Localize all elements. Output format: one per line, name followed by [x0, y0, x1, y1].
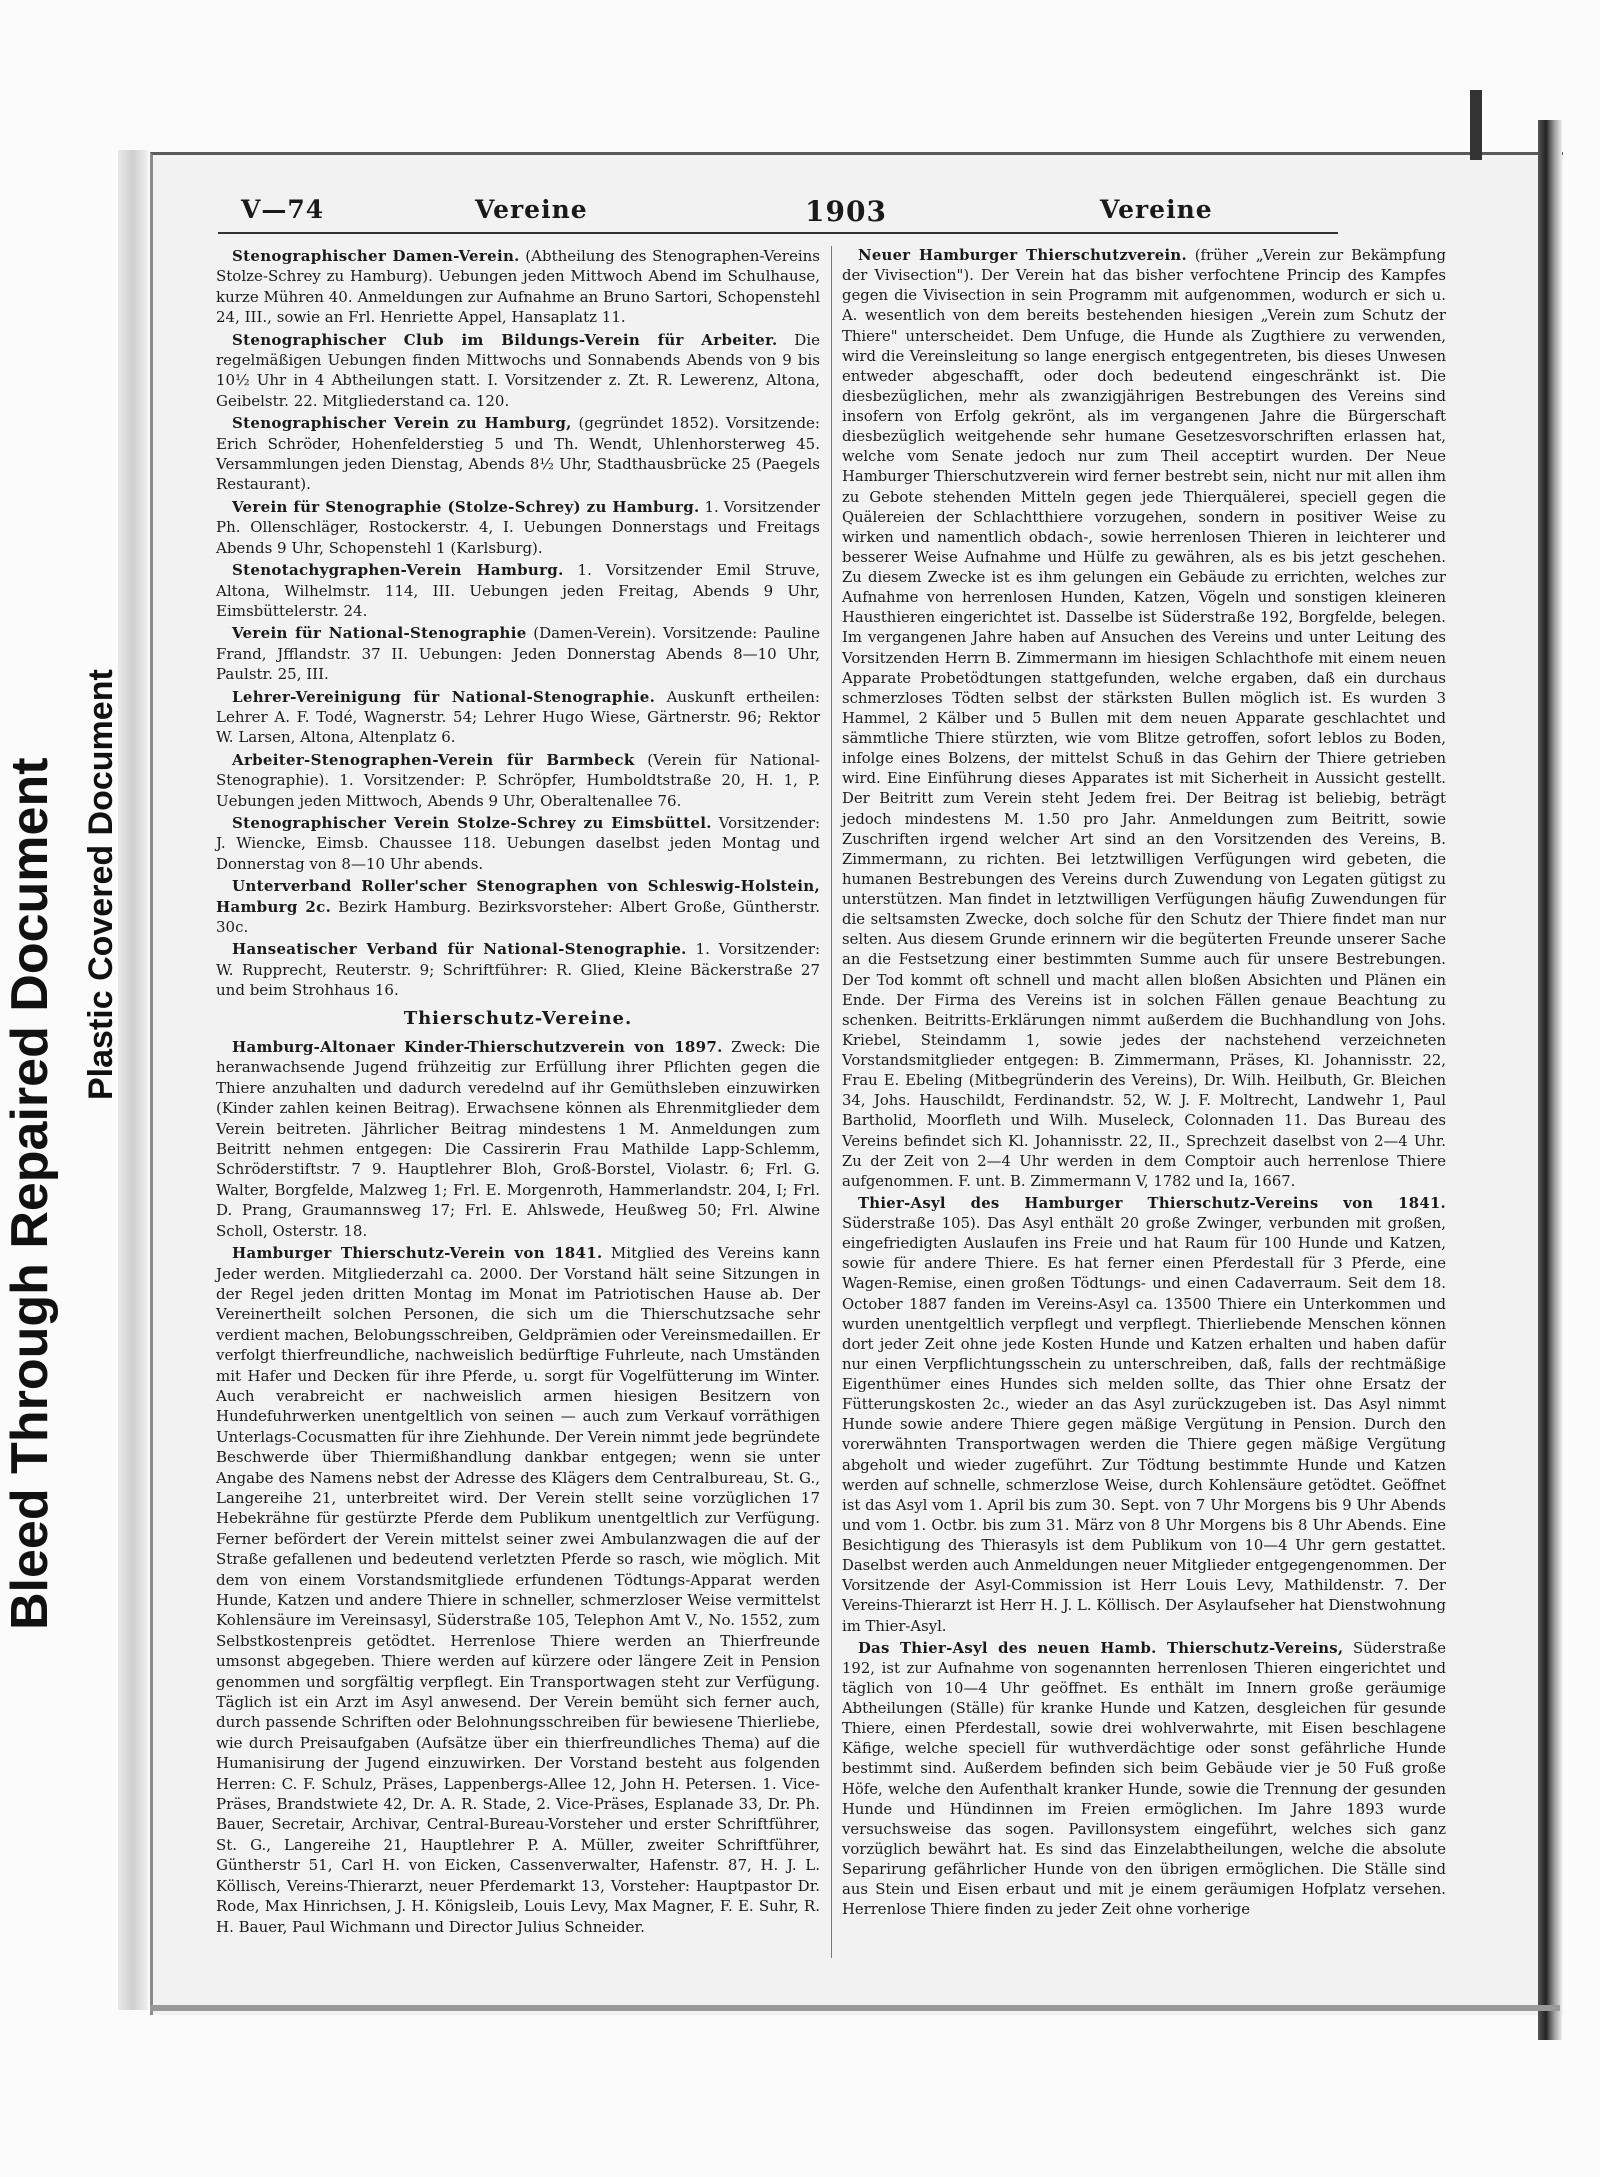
header-year: 1903 [805, 195, 887, 228]
association-details: 1. Vorsitzender Ph. Ollenschläger, Rostockerstr. 4, I. Uebungen Donnerstags und Freitags Abends 9 Uhr, Schopenstehl 1 (Karlsburg). [216, 497, 820, 557]
association-entry [216, 623, 820, 684]
association-details: Süderstraße 105). Das Asyl enthält 20 große Zwinger, verbunden mit großen, eingefriedigten Auslaufen ins Freie und hat Raum für 100 Hunde und Katzen, sowie für andere Thiere. Es hat ferner einen Pferdestall für 3 Pferde, eine Wagen-Remise, einen großen Tödtungs- und einen Cadaverraum. Seit dem 18. October 1887 fanden im Vereins-Asyl ca. 13500 Thiere ein Unterkommen und wurden unentgeltlich verpflegt und verpflegt. Thierliebende Menschen können dort jeder Zeit ohne jede Kosten Hunde und Katzen erhalten und haben dafür nur einen Verpflichtungsschein zu unterschreiben, daß, falls der rechtmäßige Eigenthümer eines Hundes sich melden sollte, das Thier ohne Ersatz der Fütterungskosten 2c., wieder an das Asyl zurückzugeben ist. Das Asyl nimmt Hunde sowie andere Thiere gegen mäßige Vergütung in Pension. Durch den vorerwähnten Transportwagen werden die Thiere gegen mäßige Vergütung abgeholt und wieder zugeführt. Zur Tödtung bestimmte Hunde und Katzen werden auf schnelle, schmerzlose Weise, durch Kohlensäure getödtet. Geöffnet ist das Asyl vom 1. April bis zum 30. Sept. von 7 Uhr Morgens bis 9 Uhr Abends und vom 1. Octbr. bis zum 31. März von 8 Uhr Morgens bis 8 Uhr Abends. Eine Besichtigung des Thierasyls ist dem Publikum von 10—4 Uhr gern gestattet. Daselbst werden auch Anmeldungen neuer Mitglieder entgegengenommen. Der Vorsitzende der Asyl-Commission ist Herr Louis Levy, Mathildenstr. 7. Der Vereins-Thierarzt ist Herr H. J. L. Köllisch. Der Asylaufseher hat Dienstwohnung im Thier-Asyl. [842, 1215, 1446, 1635]
association-entry [216, 687, 820, 748]
association-entry [216, 876, 820, 937]
association-entry [216, 246, 820, 328]
association-name: Stenographischer Club im Bildungs-Verein für Arbeiter. [232, 330, 778, 349]
association-name: Neuer Hamburger Thierschutzverein. [858, 247, 1187, 264]
association-entry [216, 1037, 820, 1241]
association-name: Stenographischer Verein Stolze-Schrey zu Eimsbüttel. [232, 813, 712, 832]
left-column [216, 246, 820, 1939]
association-entry [216, 750, 820, 811]
page-binding-edge [1538, 120, 1562, 2040]
association-entry [216, 413, 820, 495]
page-fold-mark [1470, 90, 1482, 160]
right-column [842, 246, 1446, 1922]
association-name: Stenographischer Verein zu Hamburg, [232, 414, 572, 433]
association-name: Das Thier-Asyl des neuen Hamb. Thierschutz-Vereins, [858, 1639, 1344, 1657]
association-entry [216, 1243, 820, 1937]
page-bottom-edge [150, 2005, 1560, 2011]
association-name: Hamburg-Altonaer Kinder-Thierschutzverein von 1897. [232, 1038, 723, 1057]
right-entries [842, 246, 1446, 1920]
association-name: Stenotachygraphen-Verein Hamburg. [232, 561, 564, 580]
association-entry [842, 1194, 1446, 1637]
association-name: Verein für Stenographie (Stolze-Schrey) zu Hamburg. [232, 497, 700, 516]
association-name: Unterverband Roller'scher Stenographen von Schleswig-Holstein, Hamburg 2c. [216, 877, 820, 916]
association-name: Stenographischer Damen-Verein. [232, 247, 520, 265]
association-details: (Verein für National-Stenographie). 1. Vorsitzender: P. Schröpfer, Humboldtstraße 20, H. 1, P. Uebungen jeden Mittwoch, Abends 9 Uhr, Oberaltenallee 76. [216, 750, 820, 810]
header-title-right: Vereine [1100, 195, 1213, 224]
association-name: Arbeiter-Stenographen-Verein für Barmbeck [232, 750, 635, 769]
association-name: Lehrer-Vereinigung für National-Stenographie. [232, 687, 656, 706]
association-details: Die regelmäßigen Uebungen finden Mittwochs und Sonnabends Abends von 9 bis 10½ Uhr in 4 Abtheilungen statt. I. Vorsitzender z. Zt. R. Lewerenz, Altona, Geibelstr. 22. Mitgliederstand ca. 120. [216, 330, 821, 410]
association-details: (Abtheilung des Stenographen-Vereins Stolze-Schrey zu Hamburg). Uebungen jeden Mittwoch Abend im Schulhause, kurze Mühren 40. Anmeldungen zur Aufnahme an Bruno Sartori, Schopenstehl 24, III., sowie an Frl. Henriette Appel, Hansaplatz 11. [216, 247, 820, 327]
association-entry [216, 939, 820, 1000]
association-name: Thier-Asyl des Hamburger Thierschutz-Vereins von 1841. [858, 1194, 1446, 1212]
association-name: Hanseatischer Verband für National-Stenographie. [232, 940, 687, 959]
left-entries-thierschutz [216, 1037, 820, 1937]
association-name: Verein für National-Stenographie [232, 624, 527, 643]
page-header [225, 195, 1345, 235]
side-label-plastic-covered: Plastic Covered Document [82, 669, 120, 1100]
association-details: (gegründet 1852). Vorsitzende: Erich Schröder, Hohenfelderstieg 5 und Th. Wendt, Uhlenhorsterweg 45. Versammlungen jeden Dienstag, Abends 8½ Uhr, Stadthausbrücke 25 (Paegels Restaurant). [216, 414, 820, 494]
association-name: Hamburger Thierschutz-Verein von 1841. [232, 1244, 603, 1263]
association-details: Mitglied des Vereins kann Jeder werden. Mitgliederzahl ca. 2000. Der Vorstand hält seine Sitzungen in der Regel jeden dritten Montag im Monat im Patriotischen Hause ab. Der Vereinertheilt solchen Personen, die sich um die Thierschutzsache sehr verdient machen, Belobungsschreiben, Geldprämien oder Vereinsmedaillen. Er verfolgt thierfreundliche, nachweislich bedürftige Fuhrleute, nach Umständen mit Hafer und Decken für ihre Pferde, u. sorgt für Vogelfütterung im Winter. Auch verabreicht er nachweislich armen hiesigen Besitzern von Hundefuhrwerken unentgeltlich von seinen — auch zum Verkauf vorräthigen Unterlags-Cocusmatten für ihre Ziehhunde. Der Verein nimmt jede begründete Beschwerde über Thiermißhandlung dankbar entgegen; wenn sie unter Angabe des Namens nebst der Adresse des Klägers dem Centralbureau, St. G., Langereihe 21, unterbreitet wird. Der Verein stellt seine vorzüglichen 17 Hebekrähne für gestürzte Pferde dem Publikum unentgeltlich zur Verfügung. Ferner befördert der Verein mittelst seiner zwei Ambulanzwagen die auf der Straße gefallenen und bedeutend verletzten Pferde so rasch, wie möglich. Mit dem von einem Vorstandsmitgliede erfundenen Tödtungs-Apparat werden Hunde, Katzen und andere Thiere in schneller, schmerzloser Weise vermittelst Kohlensäure im Vereinsasyl, Süderstraße 105, Telephon Amt V., No. 1552, zum Selbstkostenpreis getödtet. Herrenlose Thiere werden an Thierfreunde umsonst abgegeben. Thiere werden auf kürzere oder längere Zeit in Pension genommen und sorgfältig verpflegt. Ein Transportwagen steht zur Verfügung. Täglich ist ein Arzt im Asyl anwesend. Der Verein bemüht sich ferner auch, durch passende Schriften oder Belohnungsschreiben für bewiesene Thierliebe, wie durch Preisaufgaben (Aufsätze über ein thierfreundliches Thema) auf die Humanisirung der Jugend einzuwirken. Der Vorstand besteht aus folgenden Herren: C. F. Schulz, Präses, Lappenbergs-Allee 12, John H. Petersen. 1. Vice-Präses, Brandstwiete 42, Dr. A. R. Stade, 2. Vice-Präses, Esplanade 33, Dr. Ph. Bauer, Secretair, Archivar, Central-Bureau-Vorsteher und erster Schriftführer, St. G., Langereihe 21, Hauptlehrer P. A. Müller, zweiter Schriftführer, Güntherstr 51, Carl H. von Eicken, Cassenverwalter, Hafenstr. 87, H. J. L. Köllisch, Vereins-Thierarzt, neuer Pferdemarkt 13, Vorsteher: Hauptpastor Dr. Rode, Max Hinrichsen, J. H. Königsleib, Louis Levy, Max Magner, F. E. Suhr, R. H. Bauer, Paul Wichmann und Director Julius Schneider. [216, 1244, 821, 1936]
association-details: Süderstraße 192, ist zur Aufnahme von sogenannten herrenlosen Thieren eingerichtet und täglich von 10—4 Uhr geöffnet. Es enthält im Innern große geräumige Abtheilungen (Ställe) für kranke Hunde und Katzen, desgleichen für gesunde Thiere, einen Pferdestall, sowie drei wohlverwahrte, mit Eisen beschlagene Käfige, welche speciell für wuthverdächtige oder sonst gefährliche Hunde bestimmt sind. Außerdem befinden sich beim Gebäude vier je 50 Fuß große Höfe, welche den Aufenthalt kranker Hunde, sowie die Trennung der gesunden Hunde und Hündinnen im Freien ermöglichen. Im Jahre 1893 wurde versuchsweise das sogen. Pavillonsystem eingeführt, welches sich ganz vorzüglich bewährt hat. Es sind das Einzelabtheilungen, welche die absolute Separirung gefährlicher Hunde von den übrigen ermöglichen. Die Ställe sind aus Stein und Eisen erbaut und mit je einem geräumigen Hofplatz versehen. Herrenlose Thiere finden zu jeder Zeit ohne vorherige [842, 1639, 1446, 1919]
side-label-bleed-through: Bleed Through Repaired Document [1, 757, 59, 1630]
page-number: V—74 [241, 195, 325, 224]
page-gutter-shadow [118, 150, 148, 2010]
left-entries [216, 246, 820, 1001]
association-entry [216, 560, 820, 621]
section-title: Thierschutz-Vereine. [403, 1007, 633, 1029]
association-details: 1. Vorsitzender: W. Rupprecht, Reuterstr. 9; Schriftführer: R. Glied, Kleine Bäckerstraße 27 und beim Strohhaus 16. [216, 940, 821, 1000]
column-divider [831, 246, 832, 1958]
header-rule [218, 232, 1338, 234]
association-entry [842, 246, 1446, 1192]
association-details: Zweck: Die heranwachsende Jugend frühzeitig zur Erfüllung ihrer Pflichten gegen die Thiere anzuhalten und dadurch veredelnd auf ihr Gemüthsleben einzuwirken (Kinder zahlen keinen Beitrag). Erwachsene können als Ehrenmitglieder dem Verein beitreten. Jährlicher Beitrag mindestens 1 M. Anmeldungen zum Beitritt nehmen entgegen: Die Cassirerin Frau Mathilde Lapp-Schlemm, Schröderstiftstr. 7 9. Hauptlehrer Bloh, Groß-Borstel, Violastr. 6; Frl. G. Walter, Borgfelde, Malzweg 1; Frl. E. Morgenroth, Hammerlandstr. 204, I; Frl. D. Prang, Graumannsweg 17; Frl. E. Ahlswede, Heußweg 50; Frl. Alwine Scholl, Osterstr. 18. [216, 1038, 821, 1240]
association-entry [842, 1639, 1446, 1921]
association-details: (Damen-Verein). Vorsitzende: Pauline Frand, Jfflandstr. 37 II. Uebungen: Jeden Donnerstag Abends 8—10 Uhr, Paulstr. 25, III. [216, 624, 820, 684]
association-details: Vorsitzender: J. Wiencke, Eimsb. Chaussee 118. Uebungen daselbst jeden Montag und Donnerstag von 8—10 Uhr abends. [216, 813, 820, 873]
association-details: Auskunft ertheilen: Lehrer A. F. Todé, Wagnerstr. 54; Lehrer Hugo Wiese, Gärtnerstr. 96; Rektor W. Larsen, Altona, Altenplatz 6. [216, 687, 820, 747]
association-details: (früher „Verein zur Bekämpfung der Vivisection"). Der Verein hat das bisher verfochtene Princip des Kampfes gegen die Vivisection in sein Programm mit aufgenommen, wodurch er sich u. A. wesentlich von dem bereits bestehenden hiesigen „Verein zum Schutz der Thiere" unterscheidet. Dem Unfuge, die Hunde als Zugthiere zu verwenden, wird die Vereinsleitung so lange energisch entgegentreten, bis dieses Unwesen entweder abgeschafft, oder doch bedeutend eingeschränkt ist. Die diesbezüglichen, mehr als zwanzigjährigen Bestrebungen des Vereins sind insofern von Erfolg gekrönt, als im vergangenen Jahre die Bürgerschaft diesbezüglich weitgehende sehr humane Gesetzesvorschriften erlassen hat, welche vom Senate jedoch nur zum Theil acceptirt wurden. Der Neue Hamburger Thierschutzverein wird ferner bestrebt sein, nicht nur mit allen ihm zu Gebote stehenden Mitteln gegen jede Thierquälerei, speciell gegen die Quälereien der Schlachtthiere vorzugehen, sondern in positiver Weise zu wirken und namentlich obdach-, sowie herrenlosen Thieren in leichterer und besserer Weise Aufnahme und Hülfe zu gewähren, als es bis jetzt geschehen. Zu diesem Zwecke ist es ihm gelungen ein Gebäude zu errichten, welches zur Aufnahme von herrenlosen Hunden, Katzen, Vögeln und sonstigen kleineren Hausthieren eingerichtet ist. Dasselbe ist Süderstraße 192, Borgfelde, belegen. Im vergangenen Jahre haben auf Ansuchen des Vereins und unter Leitung des Vorsitzenden Herrn B. Zimmermann im hiesigen Schlachthofe mit einem neuen Apparate Probetödtungen stattgefunden, welche ergaben, daß ein durchaus schmerzloses Tödten selbst der stärksten Bullen möglich ist. Es wurden 3 Hammel, 2 Kälber und 5 Bullen mit dem neuen Apparate geschlachtet und sämmtliche Thiere stürzten, wie vom Blitze getroffen, sofort leblos zu Boden, infolge eines Bolzens, der mittelst Schuß in das Gehirn der Thiere getrieben wird. Eine Einführung dieses Apparates ist mit Sicherheit in Aussicht gestellt. Der Beitritt zum Verein steht Jedem frei. Der Beitrag ist beliebig, beträgt jedoch mindestens M. 1.50 pro Jahr. Anmeldungen zum Beitritt, sowie Zuschriften irgend welcher Art sind an den Vorsitzenden des Vereins, B. Zimmermann, zu richten. Bei letztwilligen Verfügungen wird gebeten, die humanen Bestrebungen des Vereins durch Zuwendung von Legaten gütigst zu unterstützen. Man findet in letztwilligen Verfügungen häufig Zuwendungen für die seltsamsten Zwecke, doch solche für den Schutz der Thiere findet man nur selten. Aus diesem Grunde erinnern wir die begüterten Freunde unserer Sache an die Festsetzung einer bestimmten Summe auch für unsere Bestrebungen. Der Tod kommt oft schnell und macht allen bloßen Absichten und Plänen ein Ende. Der Firma des Vereins ist in solchen Fällen genaue Beachtung zu schenken. Beitritts-Erklärungen nimmt außerdem die Buchhandlung von Johs. Kriebel, Steindamm 1, sowie jedes der nachstehend verzeichneten Vorstandsmitglieder entgegen: B. Zimmermann, Präses, Kl. Johannisstr. 22, Frau E. Ebeling (Mitbegründerin des Vereins), Dr. Wilh. Heilbuth, Gr. Bleichen 34, Johs. Hauschildt, Ferdinandstr. 52, W. J. F. Moltrecht, Landwehr 1, Paul Bartholid, Moorfleth und Wilh. Museleck, Colonnaden 11. Das Bureau des Vereins befindet sich Kl. Johannisstr. 22, II., Sprechzeit daselbst von 2—4 Uhr. Zu der Zeit von 2—4 Uhr werden in dem Comptoir auch herrenlose Thiere aufgenommen. F. unt. B. Zimmermann V, 1782 und Ia, 1667. [842, 247, 1447, 1190]
association-entry [216, 813, 820, 874]
association-details: 1. Vorsitzender Emil Struve, Altona, Wilhelmstr. 114, III. Uebungen jeden Freitag, Abends 9 Uhr, Eimsbüttelerstr. 24. [216, 561, 820, 620]
association-entry [216, 330, 820, 412]
association-details: Bezirk Hamburg. Bezirksvorsteher: Albert Große, Güntherstr. 30c. [216, 897, 820, 936]
association-entry [216, 497, 820, 558]
header-title-left: Vereine [475, 195, 588, 224]
